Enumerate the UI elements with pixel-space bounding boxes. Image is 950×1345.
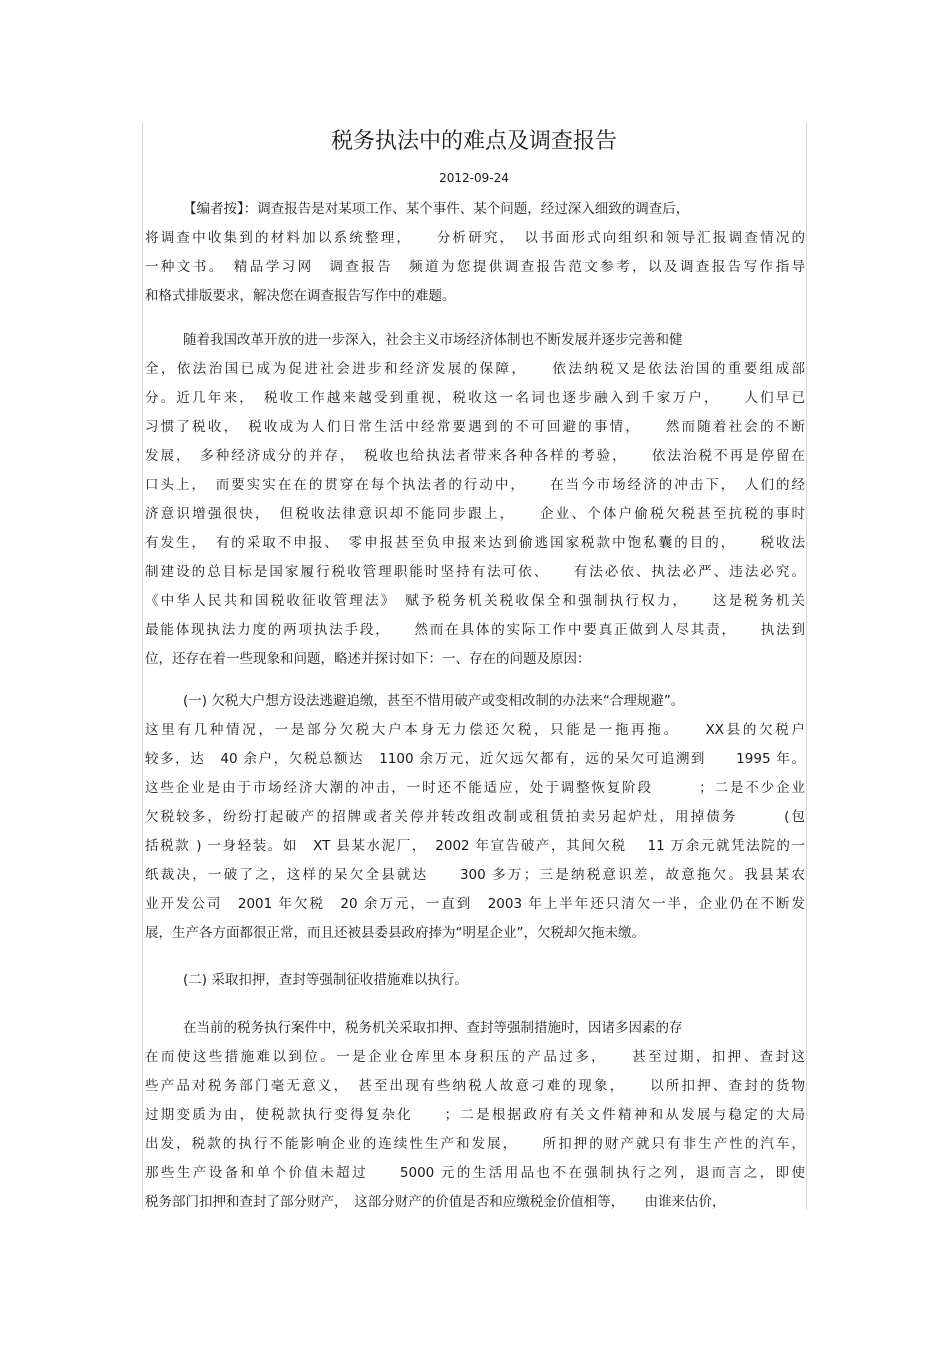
document-title: 税务执法中的难点及调查报告 xyxy=(330,129,617,154)
text-line: 最能体现执法力度的两项执法手段， 然而在具体的实际工作中要真正做到人尽其责， 执法到 xyxy=(145,622,805,638)
text-line: (二) 采取扣押，查封等强制征收措施难以执行。 xyxy=(183,972,468,988)
publish-date: 2012-09-24 xyxy=(439,171,509,185)
text-line: 在当前的税务执行案件中，税务机关采取扣押、查封等强制措施时，因诸多因素的存 xyxy=(183,1020,683,1036)
text-line: 过期变质为由，使税款执行变得复杂化 ；二是根据政府有关文件精神和从发展与稳定的大局 xyxy=(145,1107,805,1123)
text-line: 济意识增强很快， 但税收法律意识却不能同步跟上， 企业、个体户偷税欠税甚至抗税的事时 xyxy=(145,506,805,522)
text-line: 【编者按】：调查报告是对某项工作、某个事件、某个问题，经过深入细致的调查后， xyxy=(183,201,690,217)
text-line: 位，还存在着一些现象和问题，略述并探讨如下：一、存在的问题及原因： xyxy=(145,651,591,667)
text-line: 随着我国改革开放的进一步深入，社会主义市场经济体制也不断发展并逐步完善和健 xyxy=(183,332,683,348)
problem-two-paragraph xyxy=(145,1015,805,1218)
text-line: 较多，达 40 余户，欠税总额达 1100 余万元，近欠远欠都有，远的呆欠可追溯到 1995 年。 xyxy=(145,751,805,767)
text-line: 些产品对税务部门毫无意义， 甚至出现有些纳税人故意刁难的现象， 以所扣押、查封的货物 xyxy=(145,1078,805,1094)
left-margin-rule xyxy=(142,122,143,1210)
text-line: 和格式排版要求，解决您在调查报告写作中的难题。 xyxy=(145,288,456,304)
text-line: (一) 欠税大户想方设法逃避追缴，甚至不惜用破产或变相改制的办法来“合理规避”。 xyxy=(183,693,685,709)
text-line: 分。近几年来， 税收工作越来越受到重视，税收这一名词也逐步融入到千家万户， 人们早已 xyxy=(145,390,805,406)
text-line: 出发，税款的执行不能影响企业的连续性生产和发展， 所扣押的财产就只有非生产性的汽车， xyxy=(145,1136,805,1152)
problem-two-heading xyxy=(145,967,805,996)
text-line: 一种文书。 精品学习网 调查报告 频道为您提供调查报告范文参考，以及调查报告写作指导 xyxy=(145,259,805,275)
text-line: 在而使这些措施难以到位。一是企业仓库里本身积压的产品过多， 甚至过期，扣押、查封这 xyxy=(145,1049,805,1065)
intro-paragraph xyxy=(145,327,805,675)
text-line: 税务部门扣押和查封了部分财产， 这部分财产的价值是否和应缴税金价值相等， 由谁来估价， xyxy=(145,1194,726,1210)
text-line: 全，依法治国已成为促进社会进步和经济发展的保障， 依法纳税又是依法治国的重要组成部 xyxy=(145,361,805,377)
text-line: 发展， 多种经济成分的并存， 税收也给执法者带来各种各样的考验， 依法治税不再是停留在 xyxy=(145,448,805,464)
text-line: 括税款 ) 一身轻装。如 XT 县某水泥厂， 2002 年宣告破产，其间欠税 11 万余元就凭法院的一 xyxy=(145,838,805,854)
text-line: 制建设的总目标是国家履行税收管理职能时坚持有法可依、 有法必依、执法必严、违法必究。 xyxy=(145,564,805,580)
text-line: 展，生产各方面都很正常，而且还被县委县政府捧为“明星企业”，欠税却欠拖未缴。 xyxy=(145,925,645,941)
editor-note-paragraph xyxy=(145,196,805,312)
text-line: 《中华人民共和国税收征收管理法》 赋予税务机关税收保全和强制执行权力， 这是税务机关 xyxy=(145,593,805,609)
text-line: 这里有几种情况，一是部分欠税大户本身无力偿还欠税，只能是一拖再拖。 XX县的欠税户 xyxy=(145,722,805,738)
text-line: 有发生， 有的采取不申报、 零申报甚至负申报来达到偷逃国家税款中饱私囊的目的， 税收法 xyxy=(145,535,805,551)
right-margin-rule xyxy=(806,122,807,1210)
problem-one-paragraph xyxy=(145,688,805,949)
text-line: 将调查中收集到的材料加以系统整理， 分析研究， 以书面形式向组织和领导汇报调查情况的 xyxy=(145,230,805,246)
text-line: 业开发公司 2001 年欠税 20 余万元，一直到 2003 年上半年还只清欠一半，企业仍在不断发 xyxy=(145,896,805,912)
text-line: 那些生产设备和单个价值未超过 5000 元的生活用品也不在强制执行之列，退而言之，即使 xyxy=(145,1165,805,1181)
text-line: 这些企业是由于市场经济大潮的冲击，一时还不能适应，处于调整恢复阶段 ；二是不少企业 xyxy=(145,780,805,796)
text-line: 习惯了税收， 税收成为人们日常生活中经常要遇到的不可回避的事情， 然而随着社会的不断 xyxy=(145,419,805,435)
text-line: 口头上， 而要实实在在的贯穿在每个执法者的行动中， 在当今市场经济的冲击下， 人们的经 xyxy=(145,477,805,493)
text-line: 纸裁决，一破了之，这样的呆欠全县就达 300 多万；三是纳税意识差，故意拖欠。我县某农 xyxy=(145,867,805,883)
text-line: 欠税较多，纷纷打起破产的招牌或者关停并转改组改制或租赁拍卖另起炉灶，用掉债务 (包 xyxy=(145,809,805,825)
